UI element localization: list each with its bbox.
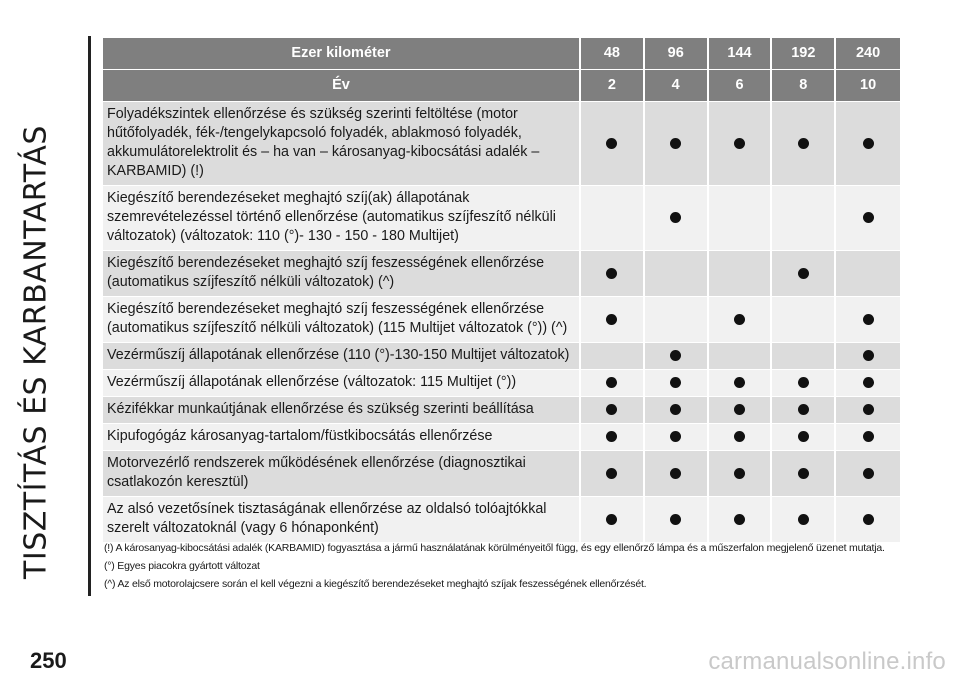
interval-cell bbox=[581, 397, 645, 424]
table-row bbox=[103, 397, 900, 424]
check-dot-icon bbox=[863, 314, 874, 325]
check-dot-icon bbox=[670, 377, 681, 388]
interval-cell bbox=[836, 497, 900, 543]
interval-cell bbox=[645, 497, 709, 543]
check-dot-icon bbox=[670, 350, 681, 361]
header-label: Ezer kilométer bbox=[103, 38, 581, 70]
section-divider bbox=[88, 36, 91, 596]
check-dot-icon bbox=[798, 268, 809, 279]
interval-cell bbox=[645, 397, 709, 424]
interval-cell bbox=[645, 424, 709, 451]
check-dot-icon bbox=[734, 377, 745, 388]
check-dot-icon bbox=[863, 377, 874, 388]
table-row bbox=[103, 370, 900, 397]
check-dot-icon bbox=[798, 468, 809, 479]
interval-cell bbox=[836, 102, 900, 186]
header-row bbox=[103, 38, 900, 70]
check-dot-icon bbox=[734, 404, 745, 415]
header-value: 6 bbox=[709, 70, 773, 102]
check-dot-icon bbox=[670, 468, 681, 479]
check-dot-icon bbox=[798, 431, 809, 442]
row-description: Vezérműszíj állapotának ellenőrzése (változatok: 115 Multijet (°)) bbox=[103, 370, 581, 397]
check-dot-icon bbox=[606, 268, 617, 279]
interval-cell bbox=[645, 102, 709, 186]
interval-cell bbox=[581, 102, 645, 186]
interval-cell bbox=[836, 186, 900, 251]
header-value: 2 bbox=[581, 70, 645, 102]
header-value: 4 bbox=[645, 70, 709, 102]
interval-cell bbox=[709, 251, 773, 297]
table-header bbox=[103, 38, 900, 102]
interval-cell bbox=[709, 343, 773, 370]
interval-cell bbox=[709, 370, 773, 397]
interval-cell bbox=[709, 497, 773, 543]
table-row bbox=[103, 102, 900, 186]
row-description: Kiegészítő berendezéseket meghajtó szíj feszességének ellenőrzése (automatikus szíjfeszítő nélküli változatok) (^) bbox=[103, 251, 581, 297]
interval-cell bbox=[581, 497, 645, 543]
interval-cell bbox=[709, 102, 773, 186]
header-value: 48 bbox=[581, 38, 645, 70]
row-description: Kipufogógáz károsanyag-tartalom/füstkibocsátás ellenőrzése bbox=[103, 424, 581, 451]
check-dot-icon bbox=[670, 138, 681, 149]
header-value: 144 bbox=[709, 38, 773, 70]
interval-cell bbox=[836, 424, 900, 451]
table-row bbox=[103, 343, 900, 370]
check-dot-icon bbox=[863, 468, 874, 479]
interval-cell bbox=[772, 251, 836, 297]
interval-cell bbox=[709, 297, 773, 343]
check-dot-icon bbox=[606, 138, 617, 149]
check-dot-icon bbox=[734, 468, 745, 479]
check-dot-icon bbox=[606, 314, 617, 325]
table-row bbox=[103, 424, 900, 451]
row-description: Az alsó vezetősínek tisztaságának ellenőrzése az oldalsó tolóajtókkal szerelt változatoknál (vagy 6 hónaponként) bbox=[103, 497, 581, 543]
interval-cell bbox=[772, 186, 836, 251]
check-dot-icon bbox=[863, 514, 874, 525]
footnote: (°) Egyes piacokra gyártott változat bbox=[104, 560, 260, 572]
header-value: 240 bbox=[836, 38, 900, 70]
interval-cell bbox=[836, 370, 900, 397]
interval-cell bbox=[709, 186, 773, 251]
header-value: 10 bbox=[836, 70, 900, 102]
footnotes bbox=[104, 539, 904, 593]
check-dot-icon bbox=[798, 377, 809, 388]
interval-cell bbox=[581, 251, 645, 297]
interval-cell bbox=[836, 451, 900, 497]
row-description: Kiegészítő berendezéseket meghajtó szíj feszességének ellenőrzése (automatikus szíjfeszítő nélküli változatok) (115 Multijet változatok (°)) (^) bbox=[103, 297, 581, 343]
interval-cell bbox=[645, 343, 709, 370]
footnote: (!) A károsanyag-kibocsátási adalék (KARBAMID) fogyasztása a jármű használatának körülményeitől függ, és egy ellenőrző lámpa és a műszerfalon megjelenő üzenet mutatja. bbox=[104, 542, 885, 554]
header-value: 8 bbox=[772, 70, 836, 102]
check-dot-icon bbox=[734, 138, 745, 149]
header-row bbox=[103, 70, 900, 102]
maintenance-table bbox=[103, 38, 900, 543]
interval-cell bbox=[581, 297, 645, 343]
table-row bbox=[103, 451, 900, 497]
check-dot-icon bbox=[670, 212, 681, 223]
interval-cell bbox=[581, 424, 645, 451]
check-dot-icon bbox=[606, 431, 617, 442]
check-dot-icon bbox=[606, 377, 617, 388]
page-number: 250 bbox=[30, 648, 67, 673]
interval-cell bbox=[645, 251, 709, 297]
check-dot-icon bbox=[734, 431, 745, 442]
interval-cell bbox=[581, 186, 645, 251]
interval-cell bbox=[836, 343, 900, 370]
check-dot-icon bbox=[863, 350, 874, 361]
check-dot-icon bbox=[798, 404, 809, 415]
row-description: Motorvezérlő rendszerek működésének ellenőrzése (diagnosztikai csatlakozón keresztül) bbox=[103, 451, 581, 497]
check-dot-icon bbox=[863, 431, 874, 442]
header-value: 192 bbox=[772, 38, 836, 70]
check-dot-icon bbox=[606, 514, 617, 525]
check-dot-icon bbox=[798, 514, 809, 525]
check-dot-icon bbox=[606, 404, 617, 415]
table-row bbox=[103, 497, 900, 543]
interval-cell bbox=[645, 451, 709, 497]
header-value: 96 bbox=[645, 38, 709, 70]
check-dot-icon bbox=[798, 138, 809, 149]
watermark: carmanualsonline.info bbox=[708, 648, 946, 675]
interval-cell bbox=[772, 397, 836, 424]
check-dot-icon bbox=[734, 314, 745, 325]
table-row bbox=[103, 297, 900, 343]
interval-cell bbox=[709, 397, 773, 424]
interval-cell bbox=[709, 451, 773, 497]
interval-cell bbox=[772, 424, 836, 451]
table-row bbox=[103, 186, 900, 251]
check-dot-icon bbox=[863, 212, 874, 223]
check-dot-icon bbox=[670, 404, 681, 415]
table-row bbox=[103, 251, 900, 297]
interval-cell bbox=[772, 370, 836, 397]
check-dot-icon bbox=[734, 514, 745, 525]
interval-cell bbox=[581, 451, 645, 497]
table-body bbox=[103, 102, 900, 543]
interval-cell bbox=[581, 343, 645, 370]
row-description: Folyadékszintek ellenőrzése és szükség szerinti feltöltése (motor hűtőfolyadék, fék-/tengelykapcsoló folyadék, ablakmosó folyadék, akkumulátorelektrolit és – ha van – károsanyag-kibocsátási adalék – KARBAMID) (!) bbox=[103, 102, 581, 186]
check-dot-icon bbox=[863, 404, 874, 415]
interval-cell bbox=[772, 343, 836, 370]
interval-cell bbox=[645, 370, 709, 397]
interval-cell bbox=[836, 397, 900, 424]
interval-cell bbox=[581, 370, 645, 397]
check-dot-icon bbox=[670, 431, 681, 442]
interval-cell bbox=[836, 251, 900, 297]
interval-cell bbox=[772, 102, 836, 186]
check-dot-icon bbox=[670, 514, 681, 525]
interval-cell bbox=[645, 186, 709, 251]
row-description: Kiegészítő berendezéseket meghajtó szíj(ak) állapotának szemrevételezéssel történő ellenőrzése (automatikus szíjfeszítő nélküli változatok) (változatok: 110 (°)- 130 - 150 - 180 Multijet) bbox=[103, 186, 581, 251]
check-dot-icon bbox=[606, 468, 617, 479]
header-label: Év bbox=[103, 70, 581, 102]
check-dot-icon bbox=[863, 138, 874, 149]
footnote: (^) Az első motorolajcsere során el kell végezni a kiegészítő berendezéseket meghajtó szíjak feszességének ellenőrzését. bbox=[104, 578, 647, 590]
section-title: TISZTÍTÁS ÉS KARBANTARTÁS bbox=[18, 125, 54, 579]
interval-cell bbox=[772, 297, 836, 343]
interval-cell bbox=[772, 451, 836, 497]
interval-cell bbox=[709, 424, 773, 451]
row-description: Kézifékkar munkaútjának ellenőrzése és szükség szerinti beállítása bbox=[103, 397, 581, 424]
interval-cell bbox=[645, 297, 709, 343]
row-description: Vezérműszíj állapotának ellenőrzése (110 (°)-130-150 Multijet változatok) bbox=[103, 343, 581, 370]
interval-cell bbox=[836, 297, 900, 343]
interval-cell bbox=[772, 497, 836, 543]
